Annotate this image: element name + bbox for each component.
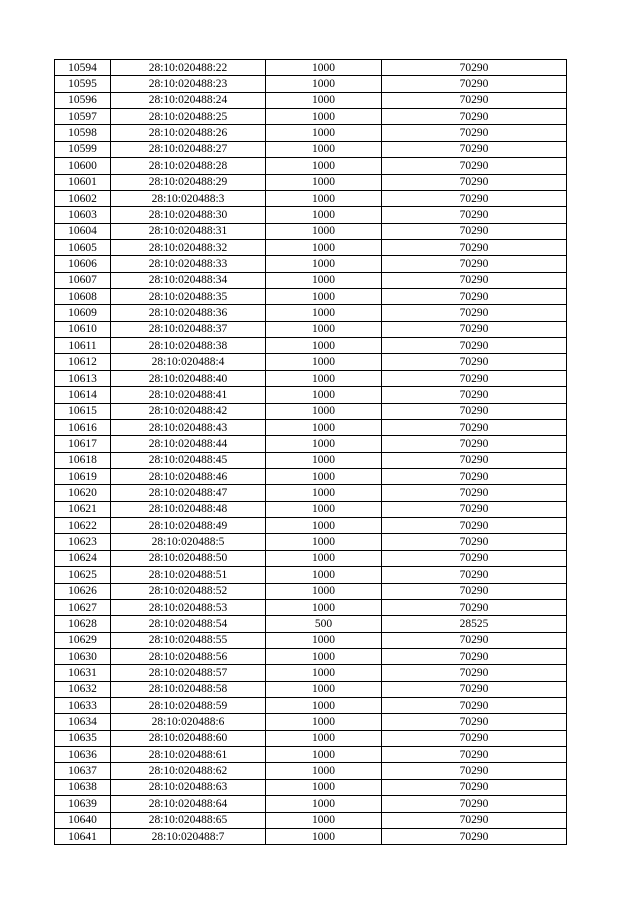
area-cell: 1000 xyxy=(266,583,382,599)
value-cell: 70290 xyxy=(382,60,567,76)
data-table xyxy=(54,59,567,845)
value-cell: 70290 xyxy=(382,125,567,141)
table-row xyxy=(55,730,567,746)
table-row xyxy=(55,403,567,419)
value-cell: 70290 xyxy=(382,305,567,321)
cadastral-number-cell: 28:10:020488:41 xyxy=(111,387,266,403)
row-number-cell: 10613 xyxy=(55,370,111,386)
value-cell: 70290 xyxy=(382,501,567,517)
row-number-cell: 10622 xyxy=(55,518,111,534)
area-cell: 1000 xyxy=(266,92,382,108)
cadastral-number-cell: 28:10:020488:36 xyxy=(111,305,266,321)
value-cell: 70290 xyxy=(382,141,567,157)
table-row xyxy=(55,60,567,76)
area-cell: 1000 xyxy=(266,747,382,763)
cadastral-number-cell: 28:10:020488:7 xyxy=(111,828,266,844)
area-cell: 1000 xyxy=(266,468,382,484)
area-cell: 1000 xyxy=(266,436,382,452)
row-number-cell: 10607 xyxy=(55,272,111,288)
area-cell: 1000 xyxy=(266,485,382,501)
table-row xyxy=(55,321,567,337)
table-row xyxy=(55,518,567,534)
table-row xyxy=(55,354,567,370)
area-cell: 1000 xyxy=(266,828,382,844)
cadastral-number-cell: 28:10:020488:28 xyxy=(111,158,266,174)
cadastral-number-cell: 28:10:020488:42 xyxy=(111,403,266,419)
area-cell: 1000 xyxy=(266,305,382,321)
cadastral-number-cell: 28:10:020488:59 xyxy=(111,698,266,714)
cadastral-number-cell: 28:10:020488:38 xyxy=(111,338,266,354)
table-row xyxy=(55,534,567,550)
table-row xyxy=(55,747,567,763)
table-row xyxy=(55,698,567,714)
area-cell: 1000 xyxy=(266,354,382,370)
value-cell: 70290 xyxy=(382,747,567,763)
value-cell: 70290 xyxy=(382,714,567,730)
cadastral-number-cell: 28:10:020488:58 xyxy=(111,681,266,697)
area-cell: 1000 xyxy=(266,632,382,648)
table-row xyxy=(55,76,567,92)
value-cell: 70290 xyxy=(382,158,567,174)
row-number-cell: 10636 xyxy=(55,747,111,763)
value-cell: 70290 xyxy=(382,648,567,664)
row-number-cell: 10602 xyxy=(55,190,111,206)
cadastral-number-cell: 28:10:020488:32 xyxy=(111,239,266,255)
row-number-cell: 10633 xyxy=(55,698,111,714)
area-cell: 1000 xyxy=(266,518,382,534)
table-row xyxy=(55,468,567,484)
cadastral-number-cell: 28:10:020488:63 xyxy=(111,779,266,795)
table-row xyxy=(55,648,567,664)
row-number-cell: 10596 xyxy=(55,92,111,108)
value-cell: 70290 xyxy=(382,796,567,812)
cadastral-number-cell: 28:10:020488:44 xyxy=(111,436,266,452)
row-number-cell: 10605 xyxy=(55,239,111,255)
row-number-cell: 10604 xyxy=(55,223,111,239)
row-number-cell: 10625 xyxy=(55,567,111,583)
row-number-cell: 10599 xyxy=(55,141,111,157)
table-row xyxy=(55,665,567,681)
value-cell: 70290 xyxy=(382,223,567,239)
row-number-cell: 10609 xyxy=(55,305,111,321)
cadastral-number-cell: 28:10:020488:53 xyxy=(111,599,266,615)
table-row xyxy=(55,141,567,157)
cadastral-number-cell: 28:10:020488:54 xyxy=(111,616,266,632)
cadastral-number-cell: 28:10:020488:31 xyxy=(111,223,266,239)
area-cell: 1000 xyxy=(266,730,382,746)
table-row xyxy=(55,305,567,321)
value-cell: 70290 xyxy=(382,370,567,386)
row-number-cell: 10618 xyxy=(55,452,111,468)
value-cell: 70290 xyxy=(382,239,567,255)
value-cell: 70290 xyxy=(382,109,567,125)
row-number-cell: 10639 xyxy=(55,796,111,812)
area-cell: 1000 xyxy=(266,321,382,337)
value-cell: 28525 xyxy=(382,616,567,632)
table-row xyxy=(55,125,567,141)
table-row xyxy=(55,485,567,501)
table-row xyxy=(55,239,567,255)
row-number-cell: 10617 xyxy=(55,436,111,452)
row-number-cell: 10628 xyxy=(55,616,111,632)
value-cell: 70290 xyxy=(382,256,567,272)
table-row xyxy=(55,616,567,632)
value-cell: 70290 xyxy=(382,419,567,435)
value-cell: 70290 xyxy=(382,436,567,452)
cadastral-number-cell: 28:10:020488:22 xyxy=(111,60,266,76)
table-row xyxy=(55,174,567,190)
table-row xyxy=(55,812,567,828)
value-cell: 70290 xyxy=(382,403,567,419)
row-number-cell: 10624 xyxy=(55,550,111,566)
value-cell: 70290 xyxy=(382,763,567,779)
row-number-cell: 10614 xyxy=(55,387,111,403)
cadastral-number-cell: 28:10:020488:55 xyxy=(111,632,266,648)
area-cell: 1000 xyxy=(266,534,382,550)
cadastral-number-cell: 28:10:020488:60 xyxy=(111,730,266,746)
value-cell: 70290 xyxy=(382,518,567,534)
area-cell: 1000 xyxy=(266,370,382,386)
area-cell: 1000 xyxy=(266,648,382,664)
area-cell: 1000 xyxy=(266,109,382,125)
area-cell: 1000 xyxy=(266,452,382,468)
area-cell: 1000 xyxy=(266,387,382,403)
row-number-cell: 10619 xyxy=(55,468,111,484)
area-cell: 1000 xyxy=(266,763,382,779)
cadastral-number-cell: 28:10:020488:6 xyxy=(111,714,266,730)
cadastral-number-cell: 28:10:020488:3 xyxy=(111,190,266,206)
area-cell: 1000 xyxy=(266,60,382,76)
value-cell: 70290 xyxy=(382,76,567,92)
row-number-cell: 10615 xyxy=(55,403,111,419)
table-row xyxy=(55,714,567,730)
row-number-cell: 10634 xyxy=(55,714,111,730)
area-cell: 1000 xyxy=(266,272,382,288)
cadastral-number-cell: 28:10:020488:37 xyxy=(111,321,266,337)
value-cell: 70290 xyxy=(382,354,567,370)
area-cell: 1000 xyxy=(266,419,382,435)
cadastral-number-cell: 28:10:020488:43 xyxy=(111,419,266,435)
row-number-cell: 10630 xyxy=(55,648,111,664)
row-number-cell: 10621 xyxy=(55,501,111,517)
table-row xyxy=(55,190,567,206)
cadastral-number-cell: 28:10:020488:33 xyxy=(111,256,266,272)
table-row xyxy=(55,289,567,305)
table-row xyxy=(55,779,567,795)
cadastral-number-cell: 28:10:020488:65 xyxy=(111,812,266,828)
value-cell: 70290 xyxy=(382,828,567,844)
table-row xyxy=(55,632,567,648)
row-number-cell: 10611 xyxy=(55,338,111,354)
table-body xyxy=(55,60,567,845)
cadastral-number-cell: 28:10:020488:45 xyxy=(111,452,266,468)
row-number-cell: 10632 xyxy=(55,681,111,697)
table-row xyxy=(55,436,567,452)
area-cell: 1000 xyxy=(266,599,382,615)
value-cell: 70290 xyxy=(382,698,567,714)
area-cell: 1000 xyxy=(266,174,382,190)
table-row xyxy=(55,828,567,844)
value-cell: 70290 xyxy=(382,599,567,615)
area-cell: 500 xyxy=(266,616,382,632)
value-cell: 70290 xyxy=(382,485,567,501)
area-cell: 1000 xyxy=(266,256,382,272)
value-cell: 70290 xyxy=(382,387,567,403)
value-cell: 70290 xyxy=(382,289,567,305)
row-number-cell: 10597 xyxy=(55,109,111,125)
cadastral-number-cell: 28:10:020488:40 xyxy=(111,370,266,386)
table-row xyxy=(55,681,567,697)
value-cell: 70290 xyxy=(382,534,567,550)
row-number-cell: 10600 xyxy=(55,158,111,174)
row-number-cell: 10594 xyxy=(55,60,111,76)
row-number-cell: 10595 xyxy=(55,76,111,92)
cadastral-number-cell: 28:10:020488:26 xyxy=(111,125,266,141)
area-cell: 1000 xyxy=(266,812,382,828)
value-cell: 70290 xyxy=(382,207,567,223)
area-cell: 1000 xyxy=(266,239,382,255)
value-cell: 70290 xyxy=(382,272,567,288)
area-cell: 1000 xyxy=(266,141,382,157)
cadastral-number-cell: 28:10:020488:61 xyxy=(111,747,266,763)
table-row xyxy=(55,550,567,566)
value-cell: 70290 xyxy=(382,567,567,583)
row-number-cell: 10631 xyxy=(55,665,111,681)
cadastral-number-cell: 28:10:020488:51 xyxy=(111,567,266,583)
value-cell: 70290 xyxy=(382,550,567,566)
table-row xyxy=(55,583,567,599)
cadastral-number-cell: 28:10:020488:57 xyxy=(111,665,266,681)
cadastral-number-cell: 28:10:020488:29 xyxy=(111,174,266,190)
value-cell: 70290 xyxy=(382,665,567,681)
area-cell: 1000 xyxy=(266,338,382,354)
area-cell: 1000 xyxy=(266,665,382,681)
area-cell: 1000 xyxy=(266,403,382,419)
value-cell: 70290 xyxy=(382,583,567,599)
cadastral-number-cell: 28:10:020488:34 xyxy=(111,272,266,288)
cadastral-number-cell: 28:10:020488:46 xyxy=(111,468,266,484)
area-cell: 1000 xyxy=(266,796,382,812)
row-number-cell: 10601 xyxy=(55,174,111,190)
area-cell: 1000 xyxy=(266,289,382,305)
table-row xyxy=(55,387,567,403)
row-number-cell: 10640 xyxy=(55,812,111,828)
row-number-cell: 10629 xyxy=(55,632,111,648)
value-cell: 70290 xyxy=(382,730,567,746)
row-number-cell: 10620 xyxy=(55,485,111,501)
cadastral-number-cell: 28:10:020488:35 xyxy=(111,289,266,305)
row-number-cell: 10637 xyxy=(55,763,111,779)
table-row xyxy=(55,256,567,272)
table-row xyxy=(55,796,567,812)
row-number-cell: 10610 xyxy=(55,321,111,337)
value-cell: 70290 xyxy=(382,92,567,108)
cadastral-number-cell: 28:10:020488:64 xyxy=(111,796,266,812)
area-cell: 1000 xyxy=(266,681,382,697)
table-row xyxy=(55,599,567,615)
area-cell: 1000 xyxy=(266,501,382,517)
cadastral-number-cell: 28:10:020488:23 xyxy=(111,76,266,92)
value-cell: 70290 xyxy=(382,452,567,468)
cadastral-number-cell: 28:10:020488:5 xyxy=(111,534,266,550)
row-number-cell: 10635 xyxy=(55,730,111,746)
value-cell: 70290 xyxy=(382,779,567,795)
table-row xyxy=(55,452,567,468)
area-cell: 1000 xyxy=(266,190,382,206)
area-cell: 1000 xyxy=(266,125,382,141)
table-row xyxy=(55,158,567,174)
value-cell: 70290 xyxy=(382,468,567,484)
table-row xyxy=(55,272,567,288)
row-number-cell: 10608 xyxy=(55,289,111,305)
cadastral-number-cell: 28:10:020488:24 xyxy=(111,92,266,108)
table-row xyxy=(55,207,567,223)
cadastral-number-cell: 28:10:020488:52 xyxy=(111,583,266,599)
area-cell: 1000 xyxy=(266,779,382,795)
area-cell: 1000 xyxy=(266,567,382,583)
area-cell: 1000 xyxy=(266,223,382,239)
row-number-cell: 10603 xyxy=(55,207,111,223)
area-cell: 1000 xyxy=(266,550,382,566)
table-row xyxy=(55,763,567,779)
table-row xyxy=(55,567,567,583)
value-cell: 70290 xyxy=(382,632,567,648)
row-number-cell: 10627 xyxy=(55,599,111,615)
cadastral-number-cell: 28:10:020488:25 xyxy=(111,109,266,125)
area-cell: 1000 xyxy=(266,158,382,174)
value-cell: 70290 xyxy=(382,681,567,697)
cadastral-number-cell: 28:10:020488:62 xyxy=(111,763,266,779)
table-row xyxy=(55,419,567,435)
row-number-cell: 10623 xyxy=(55,534,111,550)
row-number-cell: 10638 xyxy=(55,779,111,795)
table-row xyxy=(55,223,567,239)
value-cell: 70290 xyxy=(382,321,567,337)
cadastral-number-cell: 28:10:020488:50 xyxy=(111,550,266,566)
cadastral-number-cell: 28:10:020488:4 xyxy=(111,354,266,370)
row-number-cell: 10616 xyxy=(55,419,111,435)
cadastral-number-cell: 28:10:020488:30 xyxy=(111,207,266,223)
cadastral-number-cell: 28:10:020488:56 xyxy=(111,648,266,664)
row-number-cell: 10598 xyxy=(55,125,111,141)
area-cell: 1000 xyxy=(266,76,382,92)
table-row xyxy=(55,338,567,354)
value-cell: 70290 xyxy=(382,812,567,828)
row-number-cell: 10612 xyxy=(55,354,111,370)
area-cell: 1000 xyxy=(266,207,382,223)
cadastral-number-cell: 28:10:020488:48 xyxy=(111,501,266,517)
row-number-cell: 10641 xyxy=(55,828,111,844)
table-row xyxy=(55,501,567,517)
cadastral-number-cell: 28:10:020488:49 xyxy=(111,518,266,534)
area-cell: 1000 xyxy=(266,714,382,730)
table-row xyxy=(55,109,567,125)
value-cell: 70290 xyxy=(382,174,567,190)
value-cell: 70290 xyxy=(382,338,567,354)
row-number-cell: 10626 xyxy=(55,583,111,599)
table-row xyxy=(55,92,567,108)
value-cell: 70290 xyxy=(382,190,567,206)
cadastral-number-cell: 28:10:020488:27 xyxy=(111,141,266,157)
area-cell: 1000 xyxy=(266,698,382,714)
table-row xyxy=(55,370,567,386)
row-number-cell: 10606 xyxy=(55,256,111,272)
cadastral-number-cell: 28:10:020488:47 xyxy=(111,485,266,501)
